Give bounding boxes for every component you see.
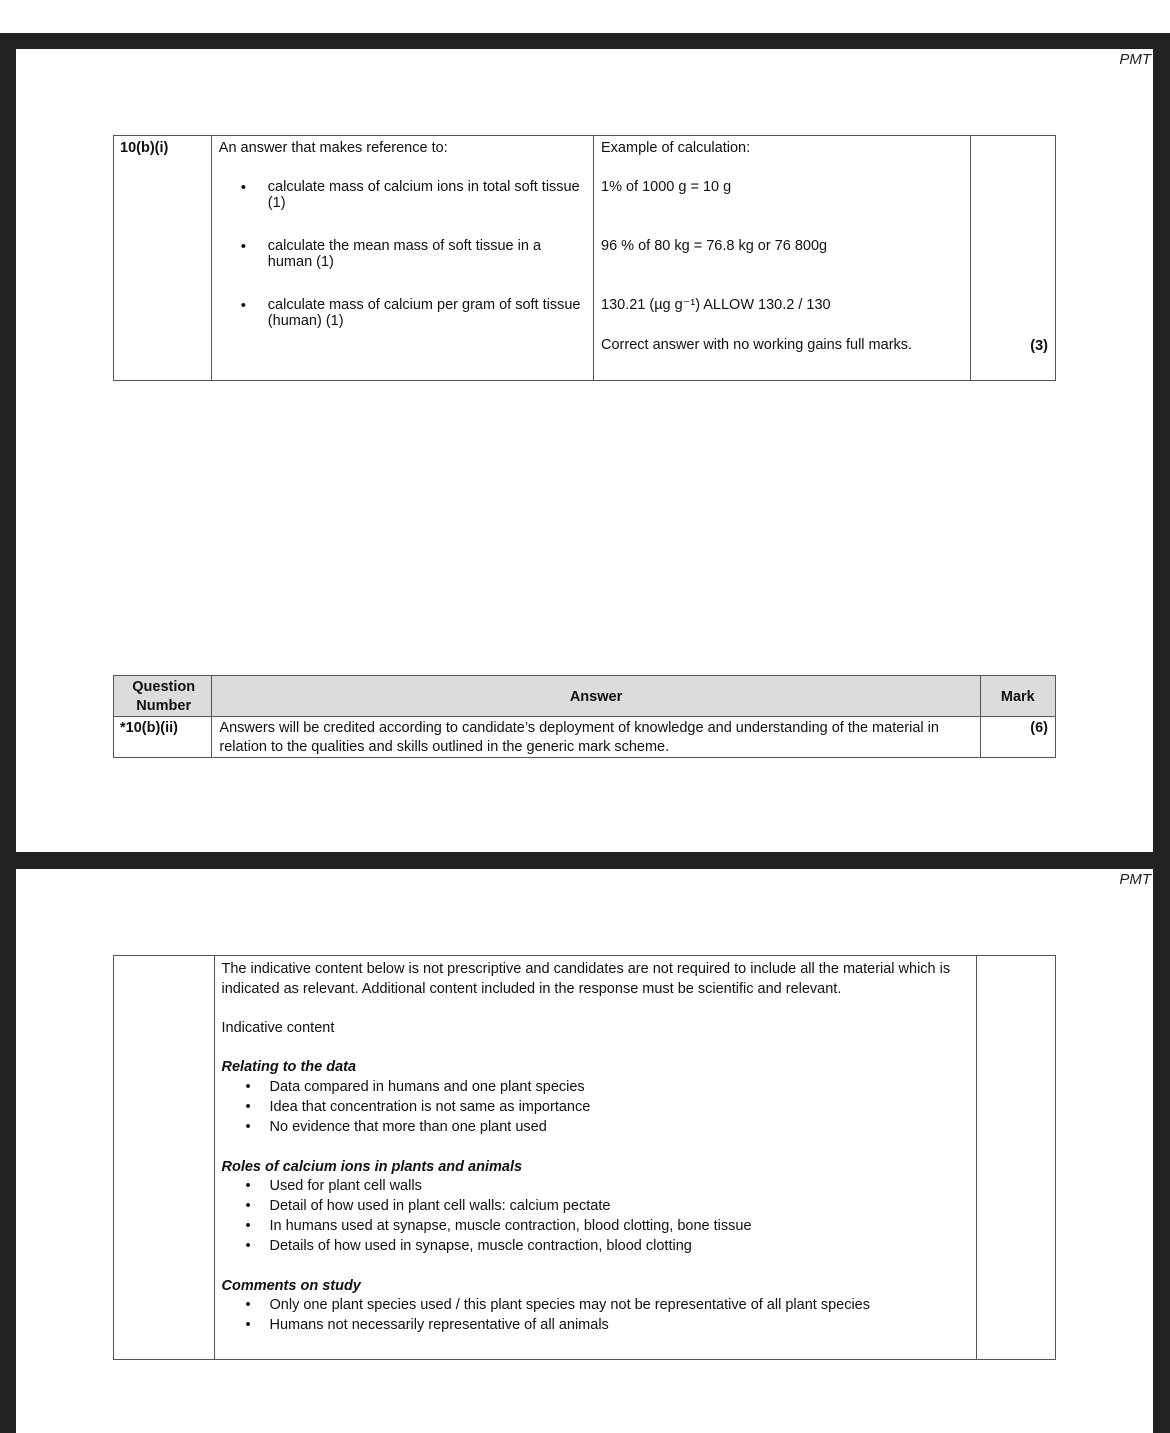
section-heading: Relating to the data xyxy=(221,1059,357,1076)
answer-header: Answer xyxy=(212,676,980,717)
previous-page-edge xyxy=(0,0,1170,33)
list-item: • Detail of how used in plant cell walls: calcium pectate xyxy=(222,1197,970,1217)
question-10bii-table xyxy=(113,675,1056,758)
list-item: • Humans not necessarily representative of all animals xyxy=(222,1316,970,1336)
list-item: • Idea that concentration is not same as importance xyxy=(222,1098,970,1118)
indicative-content-cell xyxy=(214,956,977,1360)
mark-value: (3) xyxy=(1030,338,1048,354)
list-item: • calculate mass of calcium per gram of soft tissue (human) (1) xyxy=(219,297,586,337)
indicative-label: Indicative content xyxy=(221,1019,335,1036)
question-number-header: Question Number xyxy=(114,676,212,717)
example-note: Correct answer with no working gains full marks. xyxy=(601,337,913,353)
section-heading: Comments on study xyxy=(221,1277,361,1294)
list-item: • Used for plant cell walls xyxy=(222,1177,970,1197)
mark-cell xyxy=(970,136,1055,381)
page-1 xyxy=(16,49,1153,852)
example-line: 1% of 1000 g = 10 g xyxy=(601,179,732,195)
pmt-label: PMT xyxy=(1119,51,1151,68)
mark-header: Mark xyxy=(980,676,1055,717)
page-2 xyxy=(16,869,1153,1433)
list-item: • In humans used at synapse, muscle contraction, blood clotting, bone tissue xyxy=(222,1217,970,1237)
question-10bi-table xyxy=(113,135,1056,381)
indicative-content-table xyxy=(113,955,1056,1360)
pmt-label: PMT xyxy=(1119,871,1151,888)
section-heading: Roles of calcium ions in plants and animals xyxy=(221,1158,523,1175)
list-item: • calculate the mean mass of soft tissue in a human (1) xyxy=(219,238,586,278)
question-number: 10(b)(i) xyxy=(114,136,212,381)
table-row xyxy=(114,956,1056,1360)
example-heading: Example of calculation: xyxy=(601,140,751,156)
empty-question-cell xyxy=(114,956,215,1360)
list-item: • Details of how used in synapse, muscle contraction, blood clotting xyxy=(222,1237,970,1257)
answer-cell xyxy=(211,136,593,381)
list-item: • calculate mass of calcium ions in total soft tissue (1) xyxy=(219,179,586,219)
table-header-row xyxy=(114,676,1056,717)
mark-value: (6) xyxy=(980,717,1055,758)
empty-mark-cell xyxy=(977,956,1056,1360)
list-item: • Only one plant species used / this plant species may not be representative of all plant species xyxy=(222,1296,970,1316)
table-row xyxy=(114,136,1056,381)
indicative-intro: The indicative content below is not prescriptive and candidates are not required to include all the material which is indicated as relevant. Additional content included in the response must be scientific and relevant. xyxy=(221,961,951,997)
answer-text: Answers will be credited according to candidate’s deployment of knowledge and understanding of the material in relation to the qualities and skills outlined in the generic mark scheme. xyxy=(212,717,980,758)
answer-intro: An answer that makes reference to: xyxy=(218,140,448,156)
example-cell xyxy=(594,136,971,381)
table-row xyxy=(114,717,1056,758)
question-number: *10(b)(ii) xyxy=(114,717,212,758)
example-line: 130.21 (µg g⁻¹) ALLOW 130.2 / 130 xyxy=(601,297,831,313)
example-line: 96 % of 80 kg = 76.8 kg or 76 800g xyxy=(601,238,828,254)
list-item: • No evidence that more than one plant used xyxy=(222,1118,970,1138)
list-item: • Data compared in humans and one plant species xyxy=(222,1078,970,1098)
